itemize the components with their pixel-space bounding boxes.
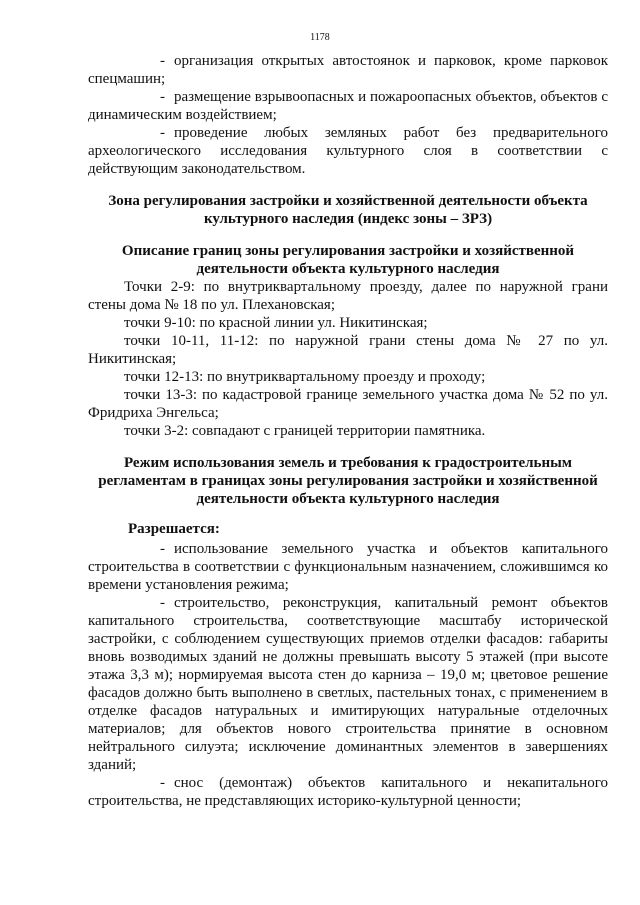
list-item: - проведение любых земляных работ без предварительного археологического исследования культурного слоя в соответствии с действующим законодательством.: [88, 125, 608, 177]
list-item: - строительство, реконструкция, капитальный ремонт объектов капитального строительства, соответствующие масштабу исторической застройки, с соблюдением существующих приемов отделки фасадов: габариты вновь возводимых зданий не должны превышать высоту 5 этажей (при высоте этажа 3,3 м); нормируемая высота стен до карниза – 19,0 м; цветовое решение фасадов должно быть выполнено в светлых, пастельных тонах, с применением в отделке фасадов натуральных и имитирующих натуральные отделочных материалов; для объектов нового строительства принятие в основном нейтрального силуэта; исключение доминантных элементов в завершениях зданий;: [88, 595, 608, 773]
boundary-point: Точки 2-9: по внутриквартальному проезду, далее по наружной грани стены дома № 18 по ул. Плехановская;: [88, 279, 608, 313]
dash-marker: -: [160, 775, 165, 791]
dash-marker: -: [160, 541, 165, 557]
boundary-heading: Описание границ зоны регулирования застройки и хозяйственной деятельности объекта культурного наследия: [121, 243, 575, 277]
boundary-point: точки 12-13: по внутриквартальному проезду и проходу;: [124, 369, 486, 385]
list-item: - использование земельного участка и объектов капитального строительства в соответствии с функциональным назначением, сложившимся ко времени установления режима;: [88, 541, 608, 593]
allowed-label: Разрешается:: [128, 521, 220, 537]
boundary-point: точки 3-2: совпадают с границей территории памятника.: [124, 423, 486, 439]
document-body: [88, 52, 608, 810]
boundary-point: точки 10-11, 11-12: по наружной грани стены дома № 27 по ул. Никитинская;: [88, 333, 608, 367]
dash-marker: -: [160, 125, 165, 141]
zone-heading: Зона регулирования застройки и хозяйственной деятельности объекта культурного наследия (индекс зоны – ЗРЗ): [108, 193, 588, 227]
dash-marker: -: [160, 53, 165, 69]
dash-marker: -: [160, 89, 165, 105]
boundary-point: точки 13-3: по кадастровой границе земельного участка дома № 52 по ул. Фридриха Энгельса;: [88, 387, 608, 421]
regime-heading: Режим использования земель и требования к градостроительным регламентам в границах зоны регулирования застройки и хозяйственной деятельности объекта культурного наследия: [98, 455, 598, 507]
dash-marker: -: [160, 595, 165, 611]
list-item: - организация открытых автостоянок и парковок, кроме парковок спецмашин;: [88, 53, 608, 87]
list-item: - снос (демонтаж) объектов капитального и некапитального строительства, не представляющих историко-культурной ценности;: [88, 775, 608, 809]
page-number: 1178: [310, 32, 330, 43]
list-item: - размещение взрывоопасных и пожароопасных объектов, объектов с динамическим воздействием;: [88, 89, 608, 123]
boundary-point: точки 9-10: по красной линии ул. Никитинская;: [124, 315, 428, 331]
